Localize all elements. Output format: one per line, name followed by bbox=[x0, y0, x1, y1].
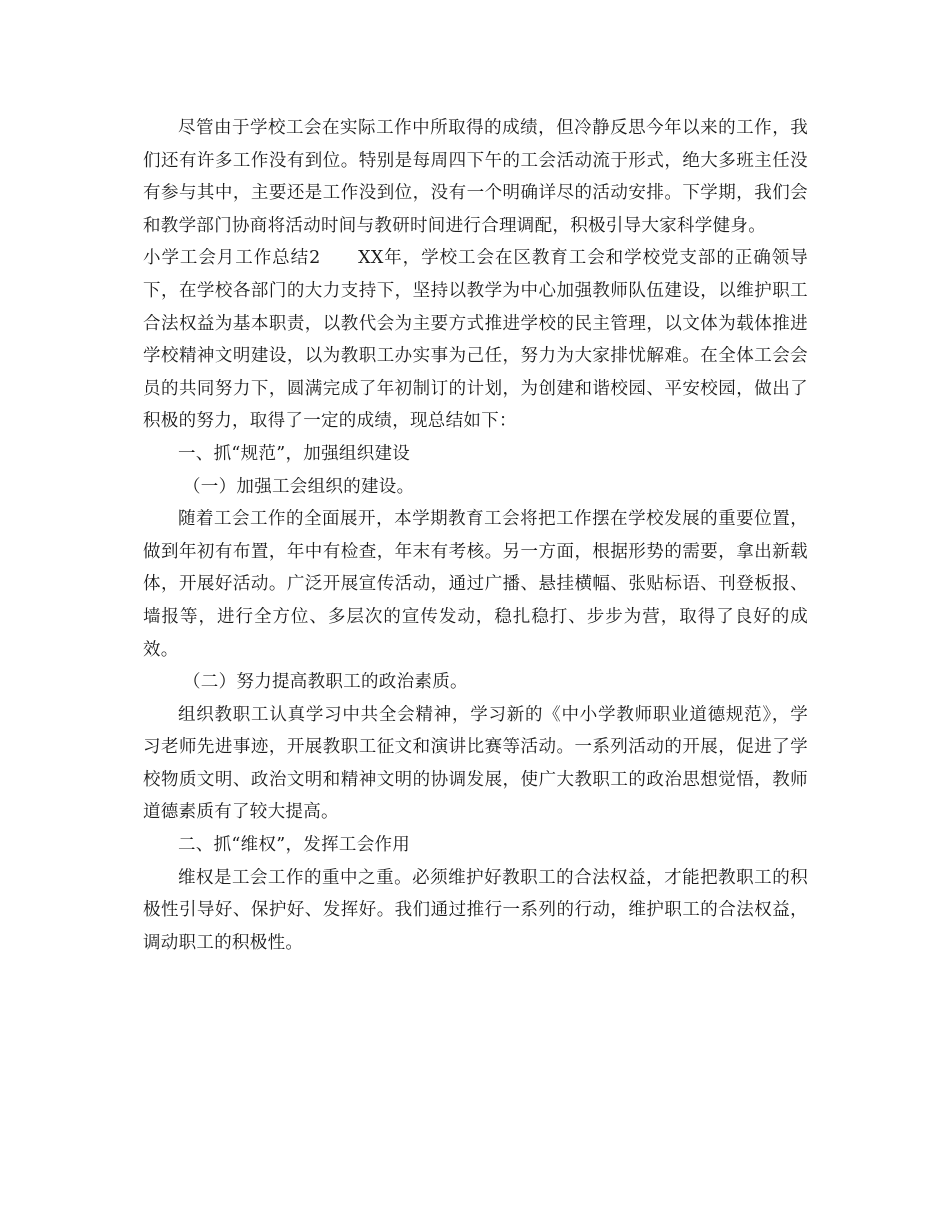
paragraph-organization: 随着工会工作的全面展开，本学期教育工会将把工作摆在学校发展的重要位置，做到年初有布置，年中有检查，年末有考核。另一方面，根据形势的需要，拿出新载体，开展好活动。广泛开展宣传活动，通过广播、悬挂横幅、张贴标语、刊登板报、墙报等，进行全方位、多层次的宣传发动，稳扎稳打、步步为营，取得了良好的成效。 bbox=[143, 509, 808, 660]
document-page bbox=[143, 112, 808, 959]
section-heading-1: 一、抓“规范”，加强组织建设 bbox=[178, 443, 411, 464]
subsection-heading-1-2: （二）努力提高教职工的政治素质。 bbox=[183, 672, 468, 693]
paragraph-summary-intro: 小学工会月工作总结2 XX年，学校工会在区教育工会和学校党支部的正确领导下，在学校各部门的大力支持下，坚持以教学为中心加强教师队伍建设，以维护职工合法权益为基本职责，以教代会为主要方式推进学校的民主管理，以文体为载体推进学校精神文明建设，以为教职工办实事为己任，努力为大家排忧解难。在全体工会会员的共同努力下，圆满完成了年初制订的计划，为创建和谐校园、平安校园，做出了积极的努力，取得了一定的成绩，现总结如下： bbox=[143, 248, 808, 432]
section-heading-2: 二、抓“维权”，发挥工会作用 bbox=[178, 835, 411, 856]
paragraph-rights: 维权是工会工作的重中之重。必须维护好教职工的合法权益，才能把教职工的积极性引导好、保护好、发挥好。我们通过推行一系列的行动，维护职工的合法权益，调动职工的积极性。 bbox=[143, 867, 808, 953]
subsection-heading-1-1: （一）加强工会组织的建设。 bbox=[183, 476, 415, 497]
paragraph-reflection: 尽管由于学校工会在实际工作中所取得的成绩，但冷静反思今年以来的工作，我们还有许多工作没有到位。特别是每周四下午的工会活动流于形式，绝大多班主任没有参与其中，主要还是工作没到位，没有一个明确详尽的活动安排。下学期，我们会和教学部门协商将活动时间与教研时间进行合理调配，积极引导大家科学健身。 bbox=[143, 118, 808, 236]
paragraph-political-quality: 组织教职工认真学习中共全会精神，学习新的《中小学教师职业道德规范》，学习老师先进事迹，开展教职工征文和演讲比赛等活动。一系列活动的开展，促进了学校物质文明、政治文明和精神文明的协调发展，使广大教职工的政治思想觉悟，教师道德素质有了较大提高。 bbox=[143, 704, 808, 823]
